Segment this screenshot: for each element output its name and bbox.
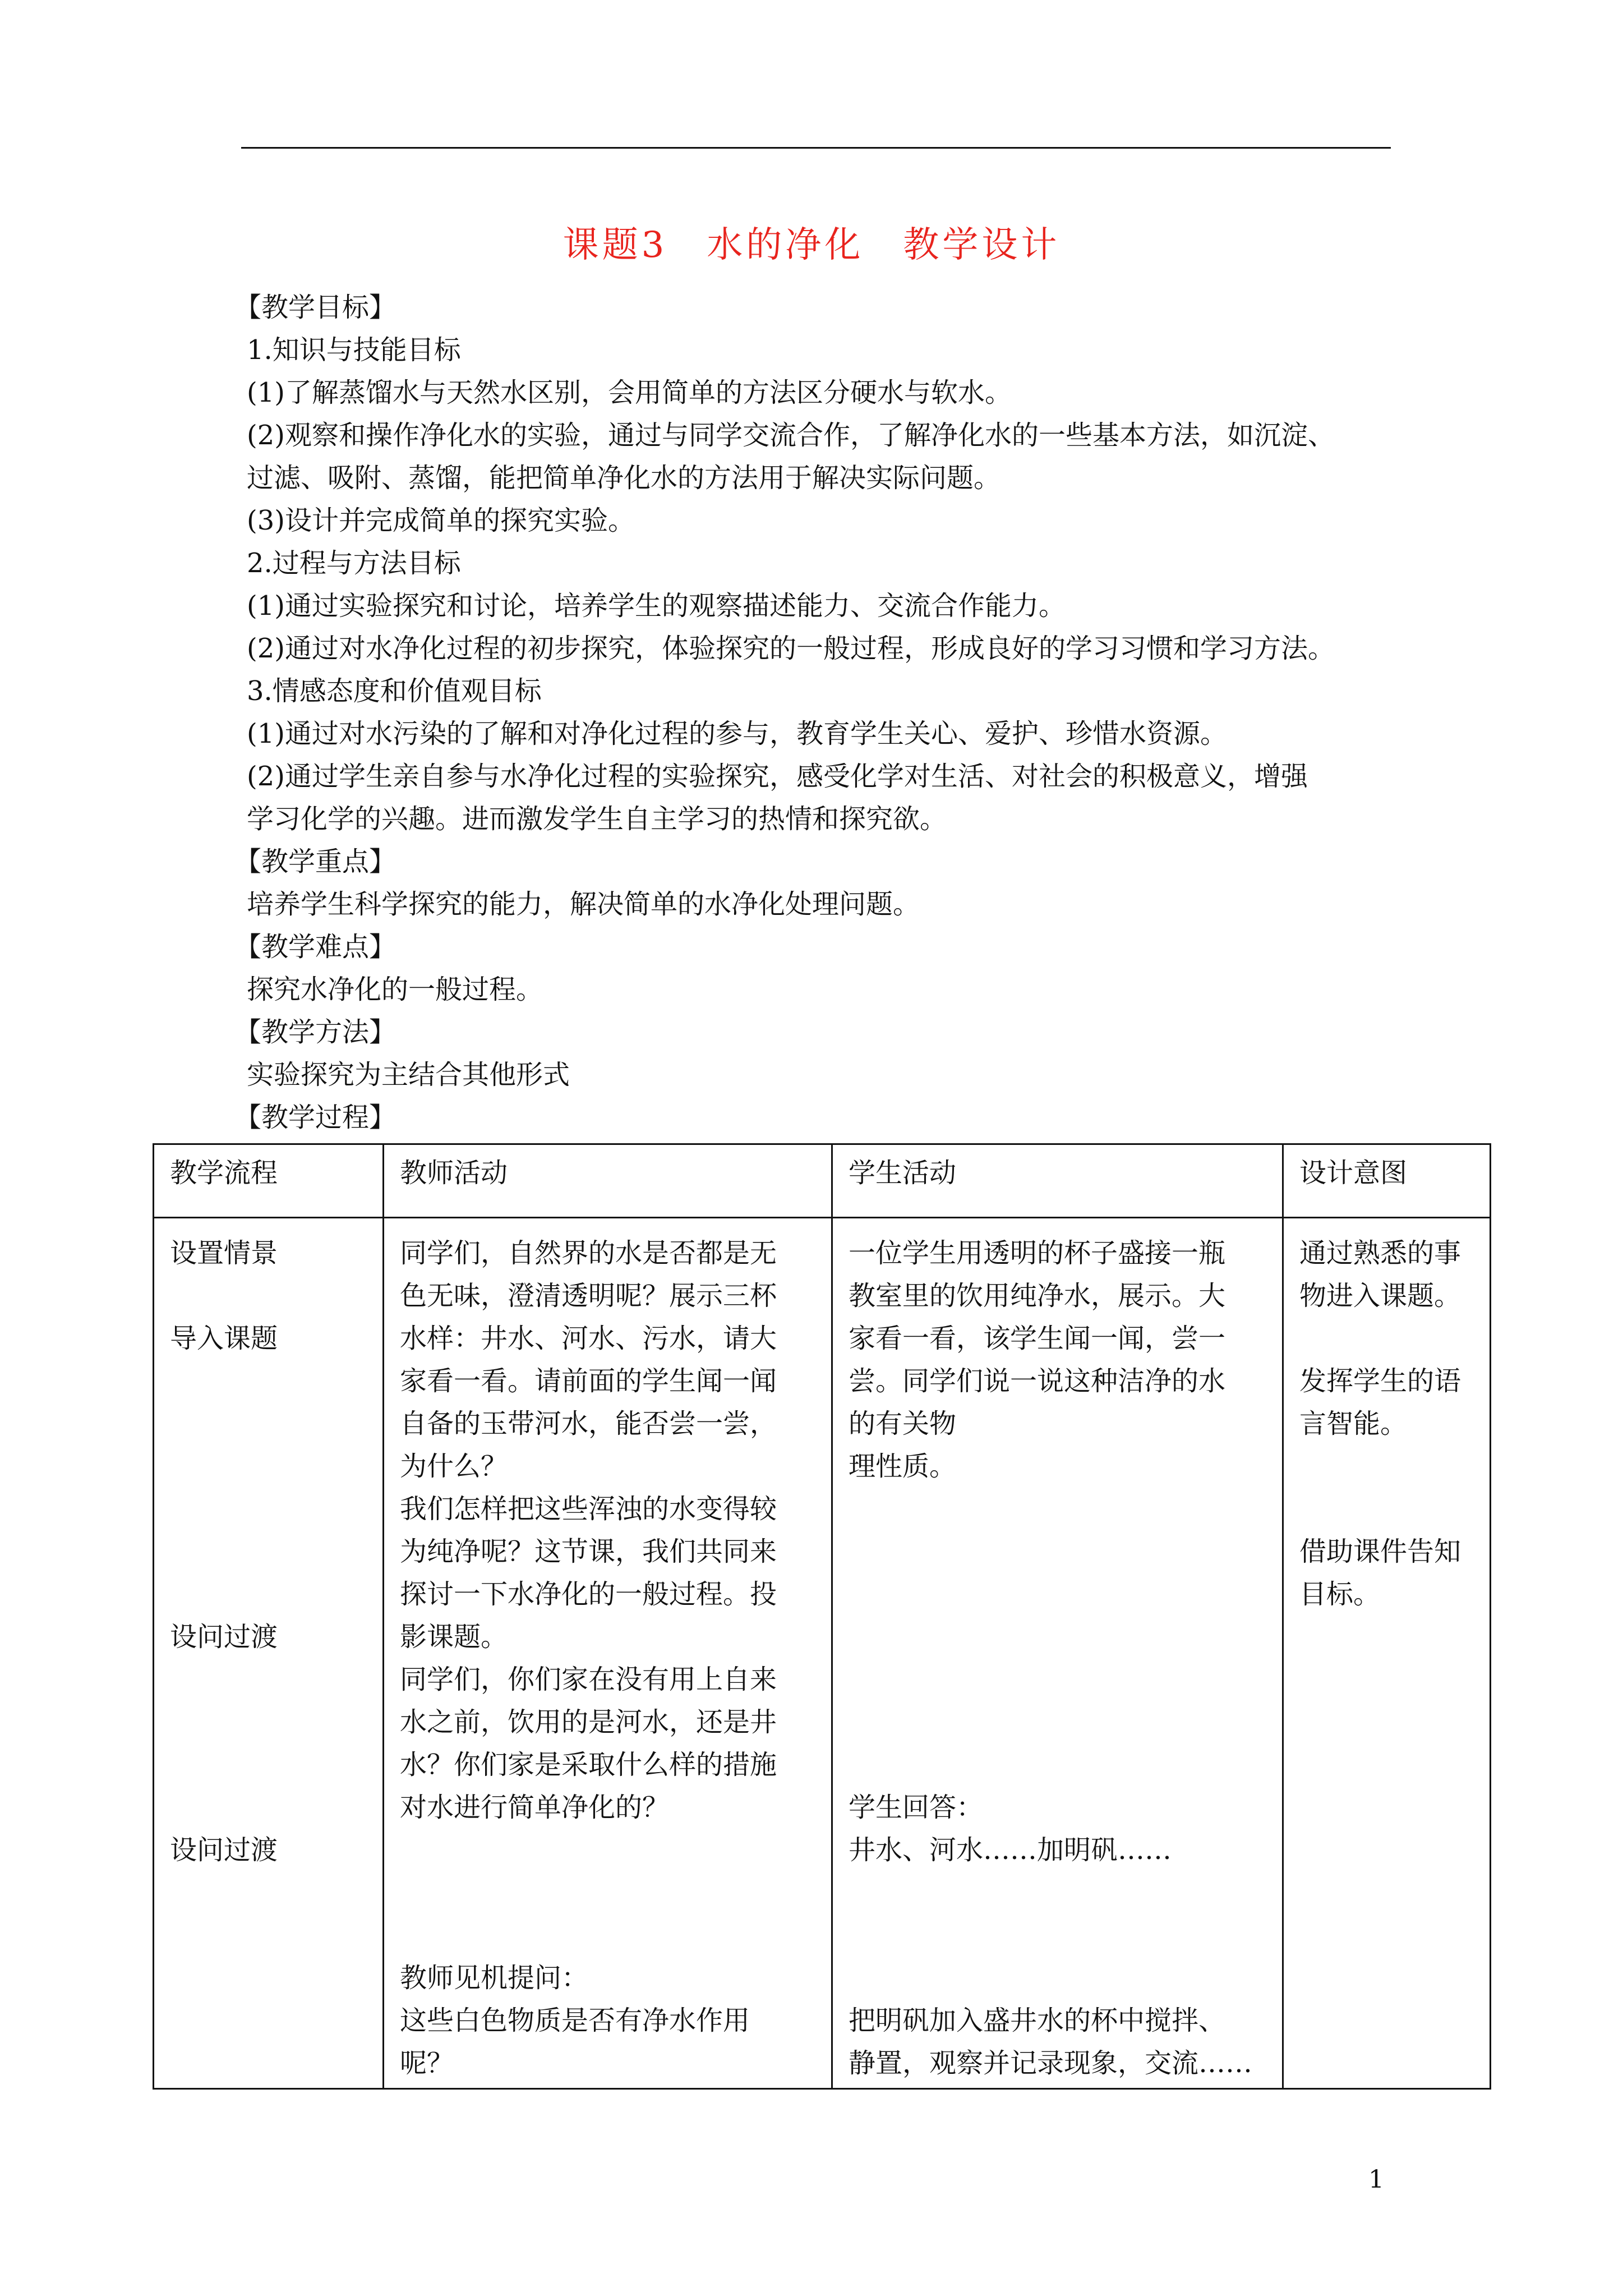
student-line — [849, 1488, 1266, 1530]
teacher-line: 教师见机提问： — [400, 1962, 589, 1994]
objectives-header: 【教学目标】 — [234, 292, 396, 323]
intent-line: 通过熟悉的事 — [1299, 1237, 1461, 1269]
teacher-line — [400, 1829, 815, 1871]
flow-cell — [154, 1218, 384, 2089]
student-line: 一位学生用透明的杯子盛接一瓶 — [849, 1237, 1226, 1269]
flow-line — [170, 1530, 367, 1573]
student-line: 理性质。 — [849, 1451, 957, 1482]
flow-line — [170, 1445, 367, 1488]
student-line: 的有关物 — [849, 1408, 957, 1439]
student-line — [849, 1530, 1266, 1573]
objective-line: (3)设计并完成简单的探究实验。 — [247, 505, 635, 536]
student-line — [849, 1957, 1266, 1999]
flow-line: 设问过渡 — [170, 1621, 278, 1653]
flow-line: 设置情景 — [170, 1237, 278, 1269]
method-text: 实验探究为主结合其他形式 — [247, 1059, 570, 1091]
header-cell-intent: 设计意图 — [1283, 1144, 1491, 1218]
process-header: 【教学过程】 — [234, 1102, 396, 1133]
flow-line — [170, 1743, 367, 1786]
key-points-header: 【教学重点】 — [234, 846, 396, 877]
flow-line — [170, 1701, 367, 1743]
header-cell-flow: 教学流程 — [154, 1144, 384, 1218]
intent-line — [1299, 1317, 1474, 1360]
student-activity-cell — [832, 1218, 1283, 2089]
header-cell-teacher: 教师活动 — [384, 1144, 832, 1218]
objective-line: (2)通过对水净化过程的初步探究，体验探究的一般过程，形成良好的学习习惯和学习方法。 — [247, 633, 1335, 664]
flow-line — [170, 1786, 367, 1829]
flow-line — [170, 1402, 367, 1445]
teacher-line: 对水进行简单净化的？ — [400, 1792, 670, 1823]
key-points-text: 培养学生科学探究的能力，解决简单的水净化处理问题。 — [247, 889, 920, 920]
student-line: 教室里的饮用纯净水，展示。大 — [849, 1280, 1226, 1312]
objective-line: 2.过程与方法目标 — [247, 547, 461, 579]
teacher-line: 色无味，澄清透明呢？展示三杯 — [400, 1280, 777, 1312]
student-line — [849, 1701, 1266, 1743]
student-line: 井水、河水……加明矾…… — [849, 1834, 1172, 1866]
objective-line: (1)了解蒸馏水与天然水区别，会用简单的方法区分硬水与软水。 — [247, 377, 1012, 408]
document-title: 课题3 水的净化 教学设计 — [562, 224, 1061, 266]
teacher-line: 同学们，你们家在没有用上自来 — [400, 1664, 777, 1695]
intent-line — [1299, 1488, 1474, 1530]
flow-line — [170, 1658, 367, 1701]
intent-line — [1299, 1445, 1474, 1488]
teacher-line: 家看一看。请前面的学生闻一闻 — [400, 1365, 777, 1397]
student-line — [849, 1616, 1266, 1658]
difficulty-header: 【教学难点】 — [234, 931, 396, 963]
teacher-line: 自备的玉带河水，能否尝一尝， — [400, 1408, 777, 1439]
intent-line: 目标。 — [1299, 1579, 1381, 1610]
intent-line: 发挥学生的语 — [1299, 1365, 1461, 1397]
student-line — [849, 1871, 1266, 1914]
student-line: 静置，观察并记录现象，交流…… — [849, 2047, 1253, 2079]
page-number: 1 — [1368, 2165, 1384, 2194]
teacher-line: 水？你们家是采取什么样的措施 — [400, 1749, 777, 1780]
objective-line: 过滤、吸附、蒸馏，能把简单净化水的方法用于解决实际问题。 — [247, 462, 1001, 494]
flow-line — [170, 1488, 367, 1530]
teacher-activity-cell — [384, 1218, 832, 2089]
objective-line: (1)通过对水污染的了解和对净化过程的参与，教育学生关心、爱护、珍惜水资源。 — [247, 718, 1227, 749]
teaching-process-table — [153, 1143, 1491, 2090]
intent-line: 物进入课题。 — [1299, 1280, 1461, 1312]
objective-line: (2)观察和操作净化水的实验，通过与同学交流合作，了解净化水的一些基本方法，如沉淀、 — [247, 420, 1335, 451]
student-line — [849, 1914, 1266, 1957]
method-header: 【教学方法】 — [234, 1016, 396, 1048]
student-line — [849, 1573, 1266, 1616]
flow-line — [170, 1360, 367, 1402]
teacher-line — [400, 1914, 815, 1957]
intent-line: 言智能。 — [1299, 1408, 1408, 1439]
teacher-line: 为什么？ — [400, 1451, 508, 1482]
flow-line: 设问过渡 — [170, 1834, 278, 1866]
teacher-line: 这些白色物质是否有净水作用 — [400, 2005, 750, 2036]
teacher-line: 呢？ — [400, 2047, 454, 2079]
student-line: 把明矾加入盛井水的杯中搅拌、 — [849, 2005, 1226, 2036]
header-rule — [241, 147, 1391, 149]
student-line — [849, 1658, 1266, 1701]
objective-line: 学习化学的兴趣。进而激发学生自主学习的热情和探究欲。 — [247, 803, 947, 835]
teacher-line: 探讨一下水净化的一般过程。投 — [400, 1579, 777, 1610]
teacher-line — [400, 1871, 815, 1914]
teacher-line: 我们怎样把这些浑浊的水变得较 — [400, 1493, 777, 1525]
teacher-line: 为纯净呢？这节课，我们共同来 — [400, 1536, 777, 1567]
objective-line: (1)通过实验探究和讨论，培养学生的观察描述能力、交流合作能力。 — [247, 590, 1066, 622]
flow-line: 导入课题 — [170, 1323, 278, 1354]
teacher-line: 水样：井水、河水、污水，请大 — [400, 1323, 777, 1354]
header-cell-student: 学生活动 — [832, 1144, 1283, 1218]
student-line: 家看一看，该学生闻一闻，尝一 — [849, 1323, 1226, 1354]
difficulty-text: 探究水净化的一般过程。 — [247, 974, 543, 1005]
student-line: 学生回答： — [849, 1792, 984, 1823]
table-row — [154, 1218, 1491, 2089]
flow-line — [170, 1274, 367, 1317]
table-header-row — [154, 1144, 1491, 1218]
teacher-line: 影课题。 — [400, 1621, 508, 1653]
objective-line: 3.情感态度和价值观目标 — [247, 675, 542, 707]
teacher-line: 水之前，饮用的是河水，还是井 — [400, 1706, 777, 1738]
teacher-line: 同学们，自然界的水是否都是无 — [400, 1237, 777, 1269]
objective-line: 1.知识与技能目标 — [247, 334, 461, 366]
design-intent-cell — [1283, 1218, 1491, 2089]
objective-line: (2)通过学生亲自参与水净化过程的实验探究，感受化学对生活、对社会的积极意义，增强 — [247, 761, 1308, 792]
document-body — [234, 286, 1413, 1139]
student-line — [849, 1743, 1266, 1786]
intent-line: 借助课件告知 — [1299, 1536, 1461, 1567]
student-line: 尝。同学们说一说这种洁净的水 — [849, 1365, 1226, 1397]
flow-line — [170, 1573, 367, 1616]
